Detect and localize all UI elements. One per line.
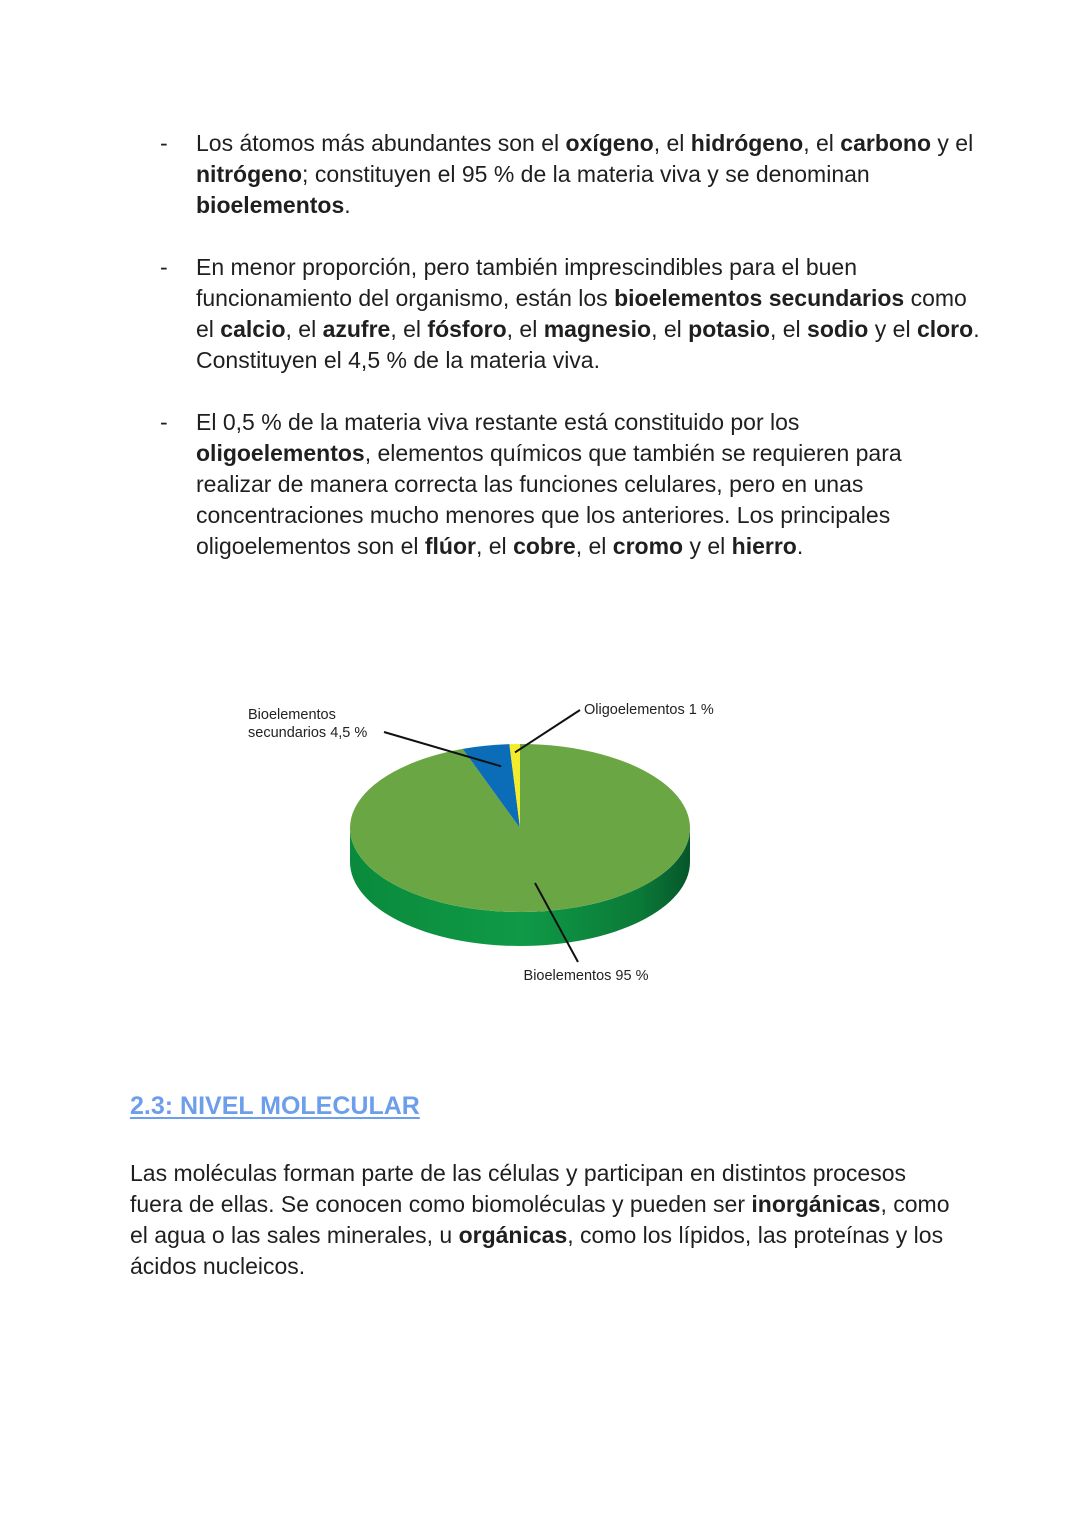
bold-text: carbono (840, 130, 932, 156)
bold-text: cobre (513, 533, 576, 559)
text-run: En menor proporción, pero también imprescindibles para el buen funcionamiento del organismo, están los (196, 254, 857, 311)
body-paragraph (130, 1158, 950, 1282)
text-run: , el (475, 533, 514, 559)
bold-text: sodio (807, 316, 869, 342)
text-run: y el (931, 130, 974, 156)
bold-text: oligoelementos (196, 440, 365, 466)
bullet-item (160, 128, 980, 221)
text-run: como el (196, 285, 967, 342)
bullet-text (196, 130, 973, 218)
bold-text: cromo (612, 533, 684, 559)
text-run: , el (285, 316, 323, 342)
bullet-list (160, 128, 980, 593)
text-run: y el (683, 533, 732, 559)
text-run: , como el agua o las sales minerales, u (130, 1191, 950, 1248)
text-run: , el (653, 130, 691, 156)
bold-text: bioelementos (196, 192, 345, 218)
bullet-item (160, 252, 980, 376)
bold-text: potasio (688, 316, 770, 342)
bullet-item (160, 407, 980, 562)
bullet-dash: - (160, 254, 168, 280)
label-oligoelementos: Oligoelementos 1 % (584, 702, 714, 718)
text-run: , el (506, 316, 544, 342)
text-run: , como los lípidos, las proteínas y los ácidos nucleicos. (130, 1222, 944, 1279)
bold-text: hidrógeno (690, 130, 804, 156)
bold-text: orgánicas (458, 1222, 568, 1248)
label-bioelementos: Bioelementos 95 % (523, 968, 649, 984)
text-run: Las moléculas forman parte de las células y participan en distintos procesos fuera de ellas. Se conocen como biomoléculas y pueden ser (130, 1160, 907, 1217)
bullet-dash: - (160, 130, 168, 156)
section-title: 2.3: NIVEL MOLECULAR (130, 1092, 420, 1120)
text-run: Los átomos más abundantes son el (196, 130, 566, 156)
text-run: , el (803, 130, 841, 156)
text-run: y el (868, 316, 917, 342)
pie-chart (240, 690, 760, 1000)
text-run: El 0,5 % de la materia viva restante está constituido por los (196, 409, 800, 435)
bullet-text (196, 409, 902, 559)
text-run: ; constituyen el 95 % de la materia viva y se denominan (302, 161, 870, 187)
bold-text: oxígeno (565, 130, 654, 156)
bullet-text (196, 254, 980, 373)
pie-chart-svg (240, 690, 760, 1000)
text-run: , elementos químicos que también se requieren para realizar de manera correcta las funciones celulares, pero en unas concentraciones mucho menores que los anteriores. Los principales oligoelementos son el (196, 440, 902, 559)
text-run: , el (651, 316, 689, 342)
bold-text: flúor (424, 533, 476, 559)
bold-text: magnesio (543, 316, 652, 342)
bold-text: nitrógeno (196, 161, 303, 187)
text-run: . Constituyen el 4,5 % de la materia viva. (196, 316, 980, 373)
text-run: . (796, 533, 804, 559)
text-run: . (344, 192, 351, 218)
label-secundarios: Bioelementos secundarios 4,5 % (248, 707, 368, 741)
text-run: , el (575, 533, 613, 559)
bold-text: cloro (916, 316, 974, 342)
bold-text: calcio (220, 316, 286, 342)
text-run: , el (390, 316, 428, 342)
bullet-dash: - (160, 409, 168, 435)
bold-text: azufre (322, 316, 391, 342)
bold-text: hierro (731, 533, 797, 559)
text-run: , el (769, 316, 808, 342)
bold-text: bioelementos secundarios (614, 285, 905, 311)
bold-text: inorgánicas (751, 1191, 881, 1217)
bold-text: fósforo (427, 316, 507, 342)
